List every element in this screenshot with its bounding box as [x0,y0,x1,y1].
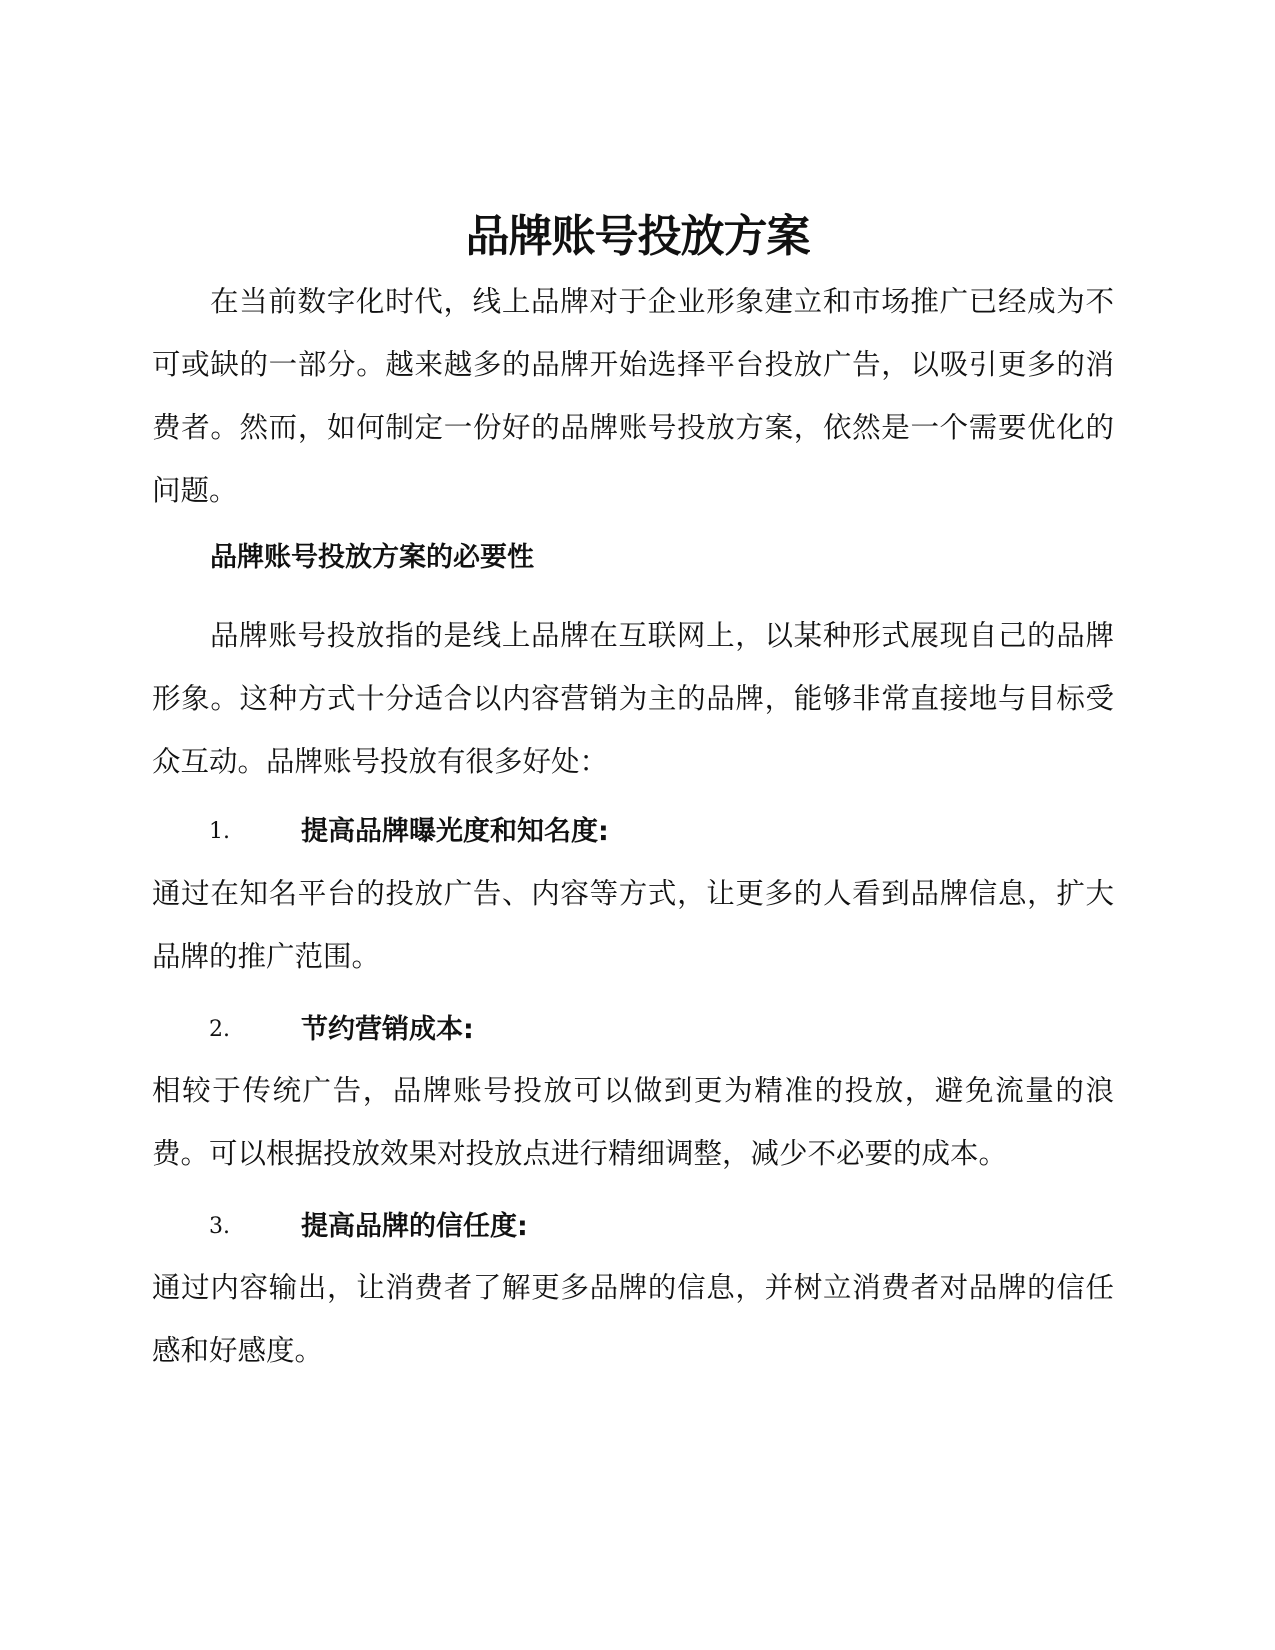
section-paragraph: 品牌账号投放指的是线上品牌在互联网上，以某种形式展现自己的品牌形象。这种方式十分适合以内容营销为主的品牌，能够非常直接地与目标受众互动。品牌账号投放有很多好处： [152,619,1114,778]
list-item-body: 通过在知名平台的投放广告、内容等方式，让更多的人看到品牌信息，扩大品牌的推广范围。 [152,877,1114,973]
list-item-number: 3. [209,1214,230,1239]
list-item-heading: 节约营销成本: [301,1014,474,1045]
document-title: 品牌账号投放方案 [465,211,810,262]
list-item-number: 1. [209,819,230,844]
list-item-heading: 提高品牌的信任度: [301,1211,528,1242]
intro-paragraph: 在当前数字化时代，线上品牌对于企业形象建立和市场推广已经成为不可或缺的一部分。越来越多的品牌开始选择平台投放广告，以吸引更多的消费者。然而，如何制定一份好的品牌账号投放方案，依然是一个需要优化的问题。 [152,285,1114,507]
list-item-body: 相较于传统广告，品牌账号投放可以做到更为精准的投放，避免流量的浪费。可以根据投放效果对投放点进行精细调整，减少不必要的成本。 [152,1074,1114,1170]
list-item-number: 2. [209,1017,230,1042]
list-item-body: 通过内容输出，让消费者了解更多品牌的信息，并树立消费者对品牌的信任感和好感度。 [152,1271,1114,1367]
section-heading: 品牌账号投放方案的必要性 [210,542,534,573]
list-item-heading: 提高品牌曝光度和知名度: [301,816,609,847]
